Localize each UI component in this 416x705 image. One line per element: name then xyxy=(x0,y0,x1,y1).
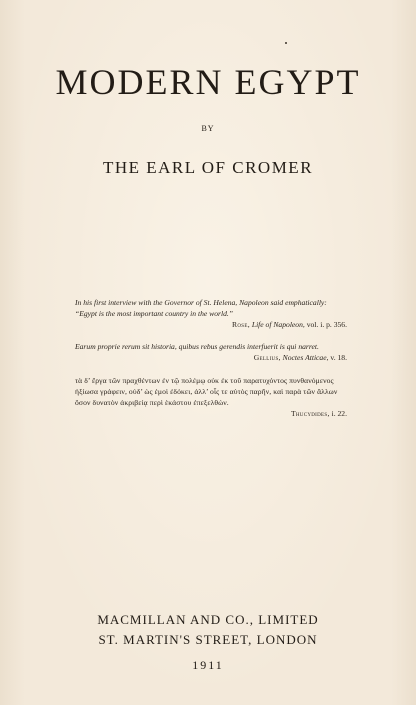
epigraph-text: Earum proprie rerum sit historia, quibus rebus gerendis interfuerit is qui narret. xyxy=(75,342,319,351)
epigraph-gellius xyxy=(75,341,347,363)
citation-reference: v. 18. xyxy=(330,353,347,362)
citation-work: Life of Napoleon, xyxy=(251,320,305,329)
citation-author: Rose, xyxy=(232,320,250,329)
epigraph-text: In his first interview with the Governor of St. Helena, Napoleon said emphatically: “Egypt is the most important country in the world.” xyxy=(75,298,327,318)
epigraph-napoleon xyxy=(75,297,347,330)
citation-work: Noctes Atticae, xyxy=(282,353,329,362)
citation-author: Thucydides, xyxy=(290,409,330,418)
by-line: BY xyxy=(201,124,215,133)
publisher-name: MACMILLAN AND CO., LIMITED xyxy=(97,612,319,627)
citation-reference: vol. i. p. 356. xyxy=(306,320,347,329)
author-name: THE EARL OF CROMER xyxy=(102,158,314,177)
epigraph-text: τὰ δ’ ἔργα τῶν πραχθέντων ἐν τῷ πολέμῳ οὐκ ἐκ τοῦ παρατυχόντος πυνθανόμενος ἠξίωσα γράφειν, οὐδ’ ὡς ἐμοὶ ἐδόκει, ἀλλ’ οἷς τε αὐτὸς παρῆν, καὶ παρὰ τῶν ἄλλων ὅσον δυνατὸν ἀκριβείᾳ περὶ ἑκάστου ἐπεξελθών. xyxy=(75,376,338,407)
publisher-address: ST. MARTIN'S STREET, LONDON xyxy=(98,632,318,647)
epigraph-citation xyxy=(75,319,347,330)
epigraph-thucydides xyxy=(75,375,347,419)
epigraph-citation xyxy=(75,352,347,363)
print-speck xyxy=(285,42,287,44)
epigraph-citation xyxy=(75,408,347,419)
citation-author: Gellius, xyxy=(253,353,281,362)
book-title: MODERN EGYPT xyxy=(55,62,361,102)
publication-year: 1911 xyxy=(192,658,224,672)
citation-reference: i. 22. xyxy=(331,409,347,418)
